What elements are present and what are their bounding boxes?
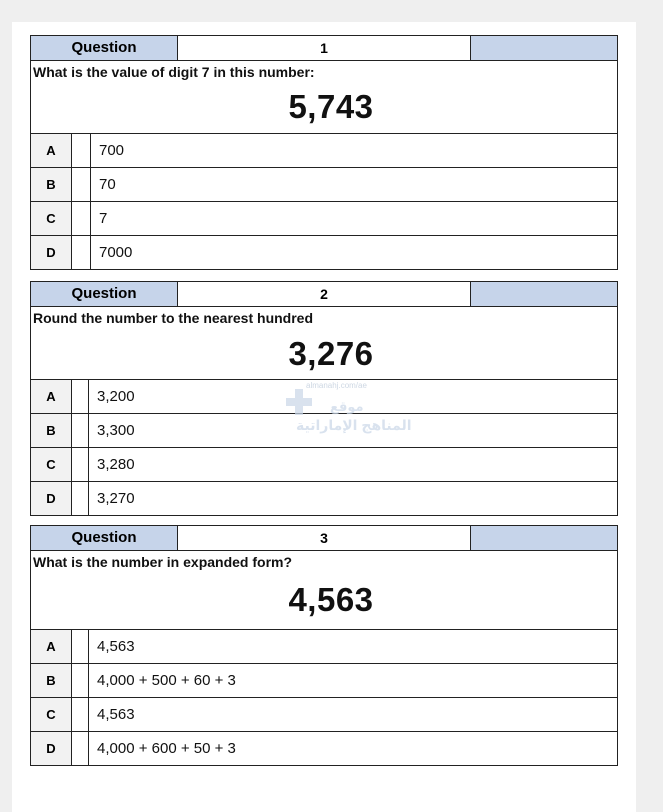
option-row[interactable] [31,731,617,765]
question-1 [30,35,618,270]
option-row[interactable] [31,663,617,697]
option-spacer [72,664,89,697]
option-letter: D [31,236,72,269]
question-label: Question [31,36,178,60]
option-letter: C [31,448,72,481]
question-prompt: What is the value of digit 7 in this number: [33,64,315,80]
header-blank-cell [471,282,617,306]
option-row[interactable] [31,133,617,167]
header-blank-cell [471,526,617,550]
header-blank-cell [471,36,617,60]
option-spacer [72,630,89,663]
option-letter: A [31,380,72,413]
option-row[interactable] [31,447,617,481]
option-letter: A [31,134,72,167]
option-spacer [72,414,89,447]
question-prompt: Round the number to the nearest hundred [33,310,314,326]
option-text: 3,270 [97,490,135,507]
question-number: 2 [178,282,471,306]
question-value: 5,743 [288,88,374,125]
option-text: 4,563 [97,706,135,723]
option-letter: A [31,630,72,663]
option-letter: C [31,698,72,731]
question-2 [30,281,618,516]
question-header [31,282,617,307]
option-letter: D [31,732,72,765]
option-spacer [72,698,89,731]
option-text: 3,280 [97,456,135,473]
option-spacer [72,202,91,235]
watermark-line1: موقع [330,399,364,414]
option-row[interactable] [31,167,617,201]
question-value: 4,563 [288,581,374,618]
option-row[interactable] [31,481,617,515]
question-number: 3 [178,526,471,550]
question-header [31,36,617,61]
option-letter: B [31,168,72,201]
option-row[interactable] [31,379,617,413]
option-spacer [72,482,89,515]
question-label: Question [31,282,178,306]
question-header [31,526,617,551]
option-letter: D [31,482,72,515]
option-row[interactable] [31,697,617,731]
option-letter: B [31,414,72,447]
option-text: 7000 [99,244,133,261]
option-row[interactable] [31,235,617,269]
question-value: 3,276 [288,335,374,372]
option-text: 4,000 + 600 + 50 + 3 [97,740,236,757]
option-text: 3,200 [97,388,135,405]
option-letter: B [31,664,72,697]
option-text: 70 [99,176,116,193]
option-row[interactable] [31,201,617,235]
option-spacer [72,236,91,269]
question-prompt: What is the number in expanded form? [33,554,293,570]
option-spacer [72,732,89,765]
option-text: 7 [99,210,108,227]
option-text: 4,000 + 500 + 60 + 3 [97,672,236,689]
question-3 [30,525,618,766]
option-text: 3,300 [97,422,135,439]
watermark-line2: المناهج الإماراتية [296,417,412,433]
question-label: Question [31,526,178,550]
worksheet-page [12,22,636,812]
option-letter: C [31,202,72,235]
option-spacer [72,380,89,413]
option-row[interactable] [31,629,617,663]
question-number: 1 [178,36,471,60]
option-text: 700 [99,142,125,159]
option-spacer [72,168,91,201]
option-spacer [72,448,89,481]
option-text: 4,563 [97,638,135,655]
watermark-site: almanahj.com/ae [306,381,367,390]
option-row[interactable] [31,413,617,447]
option-spacer [72,134,91,167]
